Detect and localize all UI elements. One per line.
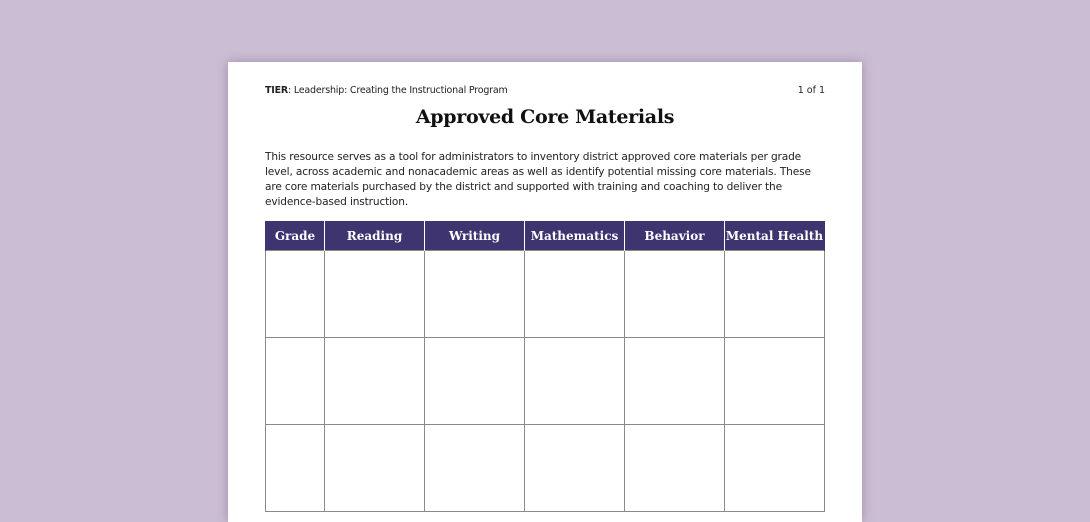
tier-label: TIER — [265, 85, 289, 96]
table-cell[interactable] — [725, 425, 825, 512]
table-cell[interactable] — [725, 251, 825, 338]
column-header-writing: Writing — [425, 222, 525, 251]
table-row — [266, 338, 825, 425]
table-row — [266, 251, 825, 338]
table-cell[interactable] — [325, 338, 425, 425]
table-cell[interactable] — [625, 425, 725, 512]
table-cell[interactable] — [425, 251, 525, 338]
page-indicator: 1 of 1 — [797, 85, 825, 96]
document-header-tier — [265, 85, 508, 96]
column-header-mathematics: Mathematics — [525, 222, 625, 251]
table-cell[interactable] — [625, 251, 725, 338]
table-cell[interactable] — [325, 425, 425, 512]
document-page — [228, 62, 862, 522]
column-header-mental-health: Mental Health — [725, 222, 825, 251]
table-cell[interactable] — [525, 251, 625, 338]
table-row — [266, 425, 825, 512]
table-cell[interactable] — [525, 425, 625, 512]
table-cell[interactable] — [266, 425, 325, 512]
table-cell[interactable] — [625, 338, 725, 425]
table-cell[interactable] — [525, 338, 625, 425]
table-cell[interactable] — [425, 338, 525, 425]
tier-text: : Leadership: Creating the Instructional Program — [288, 85, 508, 96]
table-cell[interactable] — [266, 338, 325, 425]
column-header-behavior: Behavior — [625, 222, 725, 251]
page-title: Approved Core Materials — [415, 106, 675, 128]
table-cell[interactable] — [266, 251, 325, 338]
column-header-grade: Grade — [266, 222, 325, 251]
description-text: This resource serves as a tool for administrators to inventory district approved core materials per grade level, across academic and nonacademic areas as well as identify potential missing core materials. These are core materials purchased by the district and supported with training and coaching to deliver the evidence-based instruction. — [265, 151, 811, 208]
table-cell[interactable] — [725, 338, 825, 425]
table-header-row — [266, 222, 825, 251]
table-cell[interactable] — [325, 251, 425, 338]
table-cell[interactable] — [425, 425, 525, 512]
materials-table — [265, 221, 825, 512]
column-header-reading: Reading — [325, 222, 425, 251]
